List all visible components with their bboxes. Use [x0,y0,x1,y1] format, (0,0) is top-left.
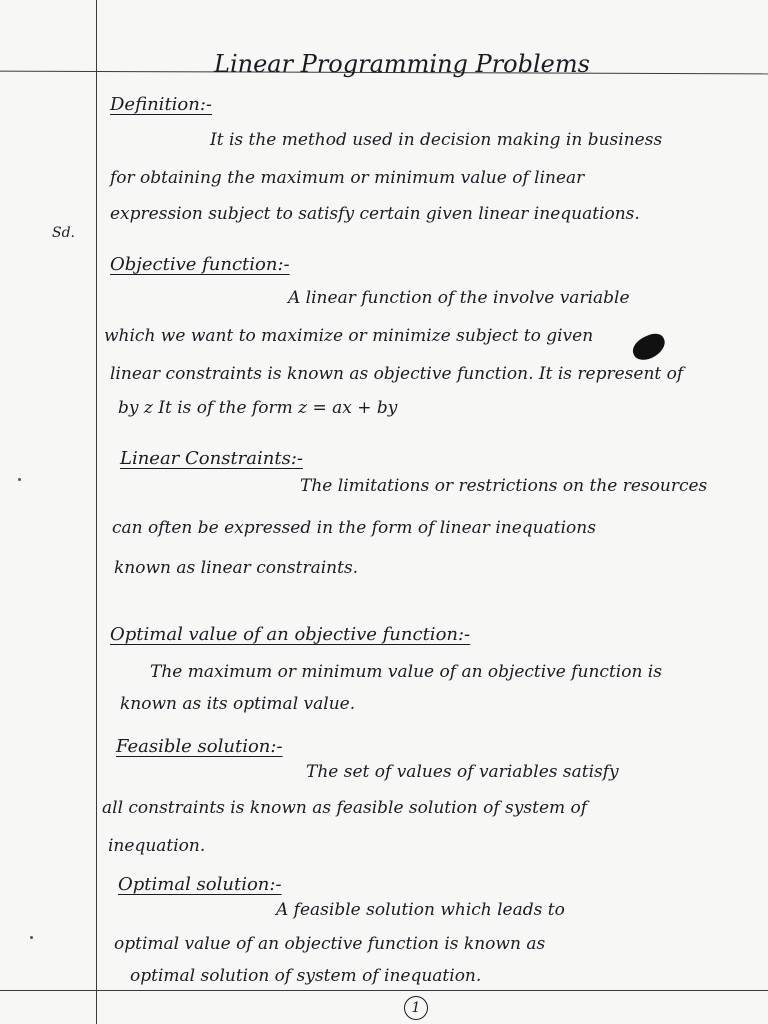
objective-function-line: which we want to maximize or minimize subject to given [104,326,594,346]
margin-rule [96,0,97,1024]
definition-heading: Definition:- [110,94,213,115]
objective-function-line: A linear function of the involve variable [288,288,630,308]
ink-blot [629,330,669,364]
linear-constraints-heading: Linear Constraints:- [120,448,303,469]
feasible-solution-line: all constraints is known as feasible solution of system of [102,798,588,818]
objective-function-heading: Objective function:- [110,254,290,275]
definition-line: expression subject to satisfy certain given linear inequations. [110,204,640,224]
page-number: 1 [404,996,428,1020]
linear-constraints-line: known as linear constraints. [114,558,359,578]
optimal-solution-line: A feasible solution which leads to [276,900,565,920]
optimal-solution-heading: Optimal solution:- [118,874,282,895]
optimal-value-heading: Optimal value of an objective function:- [110,624,471,645]
page-title: Linear Programming Problems [214,50,590,78]
objective-function-line: by z It is of the form z = ax + by [118,398,398,418]
definition-line: for obtaining the maximum or minimum value of linear [110,168,585,188]
optimal-solution-line: optimal solution of system of inequation. [130,966,482,986]
linear-constraints-line: can often be expressed in the form of linear inequations [112,518,596,538]
feasible-solution-line: inequation. [108,836,206,856]
optimal-value-line: known as its optimal value. [120,694,356,714]
margin-note: Sd. [52,225,76,241]
feasible-solution-line: The set of values of variables satisfy [306,762,619,782]
definition-line: It is the method used in decision making in business [210,130,663,150]
footer-rule [0,990,768,991]
paper-speck [18,478,21,481]
linear-constraints-line: The limitations or restrictions on the resources [300,476,708,496]
optimal-value-line: The maximum or minimum value of an objective function is [150,662,662,682]
paper-speck [30,936,33,939]
optimal-solution-line: optimal value of an objective function is known as [114,934,546,954]
objective-function-line: linear constraints is known as objective function. It is represent of [110,364,684,384]
feasible-solution-heading: Feasible solution:- [116,736,283,757]
